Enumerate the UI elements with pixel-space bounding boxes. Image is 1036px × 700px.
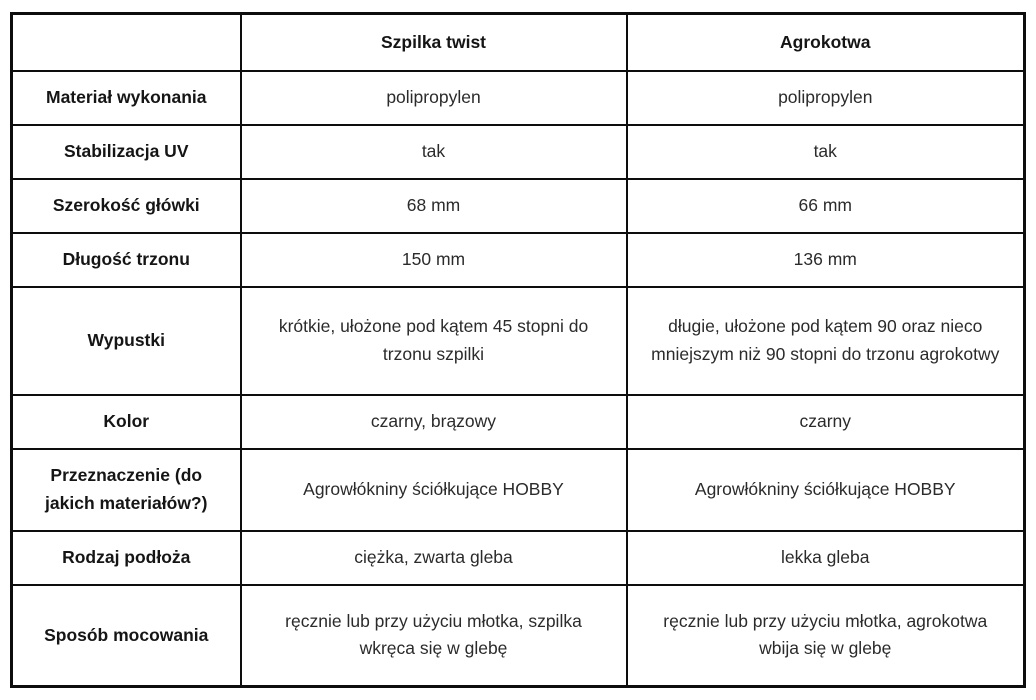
row-label: Stabilizacja UV [12, 125, 241, 179]
agrokotwa-value: lekka gleba [627, 531, 1025, 585]
row-label: Przeznaczenie (do jakich materiałów?) [12, 449, 241, 531]
table-row-stabilizacja-uv [12, 125, 1025, 179]
row-label: Kolor [12, 395, 241, 449]
row-label: Materiał wykonania [12, 71, 241, 125]
row-label: Długość trzonu [12, 233, 241, 287]
szpilka-value: czarny, brązowy [241, 395, 627, 449]
row-label: Wypustki [12, 287, 241, 395]
szpilka-value: polipropylen [241, 71, 627, 125]
header-szpilka-twist: Szpilka twist [241, 14, 627, 71]
comparison-table [10, 12, 1026, 688]
agrokotwa-value: 136 mm [627, 233, 1025, 287]
agrokotwa-value: czarny [627, 395, 1025, 449]
row-label: Rodzaj podłoża [12, 531, 241, 585]
szpilka-value: ręcznie lub przy użyciu młotka, szpilka wkręca się w glebę [241, 585, 627, 687]
table-row-sposob-mocowania [12, 585, 1025, 687]
table-row-szerokosc-glowki [12, 179, 1025, 233]
table-header-row [12, 14, 1025, 71]
szpilka-value: ciężka, zwarta gleba [241, 531, 627, 585]
table-row-material [12, 71, 1025, 125]
szpilka-value: 150 mm [241, 233, 627, 287]
szpilka-value: 68 mm [241, 179, 627, 233]
header-empty-cell [12, 14, 241, 71]
agrokotwa-value: 66 mm [627, 179, 1025, 233]
table-row-rodzaj-podloza [12, 531, 1025, 585]
table-row-wypustki [12, 287, 1025, 395]
table-row-przeznaczenie [12, 449, 1025, 531]
table-row-kolor [12, 395, 1025, 449]
header-agrokotwa: Agrokotwa [627, 14, 1025, 71]
szpilka-value: Agrowłókniny ściółkujące HOBBY [241, 449, 627, 531]
agrokotwa-value: tak [627, 125, 1025, 179]
agrokotwa-value: ręcznie lub przy użyciu młotka, agrokotwa wbija się w glebę [627, 585, 1025, 687]
row-label: Sposób mocowania [12, 585, 241, 687]
szpilka-value: krótkie, ułożone pod kątem 45 stopni do trzonu szpilki [241, 287, 627, 395]
agrokotwa-value: długie, ułożone pod kątem 90 oraz nieco mniejszym niż 90 stopni do trzonu agrokotwy [627, 287, 1025, 395]
table-row-dlugosc-trzonu [12, 233, 1025, 287]
szpilka-value: tak [241, 125, 627, 179]
row-label: Szerokość główki [12, 179, 241, 233]
agrokotwa-value: polipropylen [627, 71, 1025, 125]
agrokotwa-value: Agrowłókniny ściółkujące HOBBY [627, 449, 1025, 531]
